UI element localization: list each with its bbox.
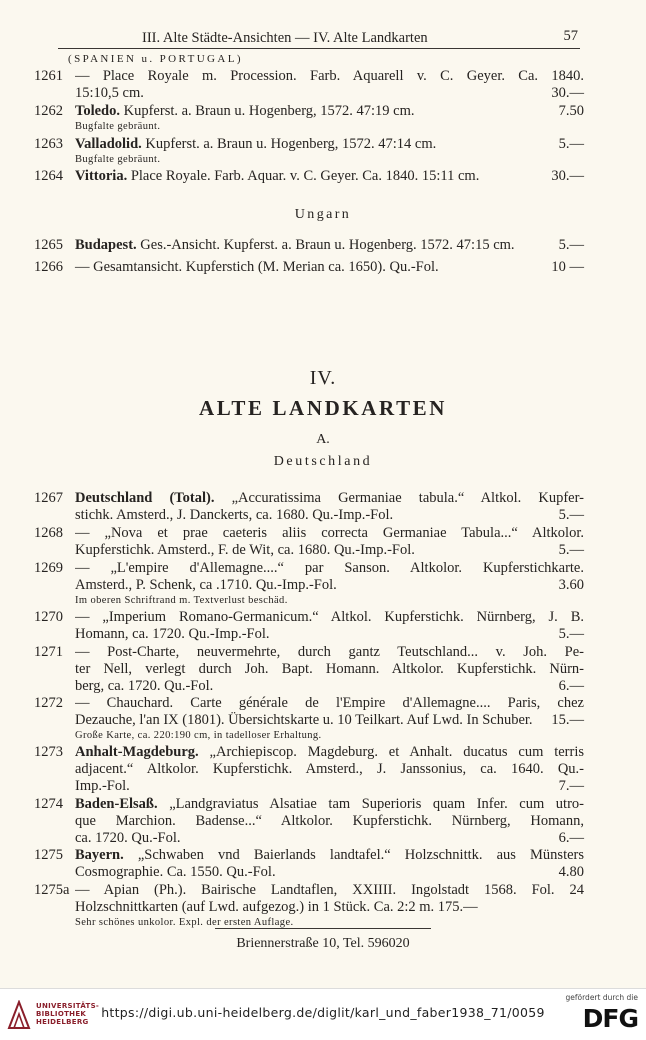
entry-note: Sehr schönes unkolor. Expl. der ersten Auflage. — [75, 917, 294, 928]
catalog-entry — [34, 490, 584, 524]
entry-line — [75, 168, 584, 185]
dfg-logo[interactable]: DFG — [582, 1004, 638, 1033]
entry-text: — Place Royale m. Procession. Farb. Aquarell v. C. Geyer. Ca. 1840. — [75, 68, 584, 84]
entry-text: 15:10,5 cm. — [75, 85, 144, 101]
entry-text: berg, ca. 1720. Qu.-Fol. — [75, 678, 214, 694]
entry-body — [75, 695, 584, 742]
entry-price: 30.— — [551, 85, 584, 101]
entry-line — [75, 560, 584, 577]
permalink-url[interactable]: https://digi.ub.uni-heidelberg.de/diglit/karl_und_faber1938_71/0059 — [101, 1005, 545, 1020]
entry-price: 10 — — [551, 259, 584, 275]
entry-text: stichk. Amsterd., J. Danckerts, ca. 1680. Qu.-Imp.-Fol. — [75, 507, 394, 523]
entry-text: Amsterd., P. Schenk, ca .1710. Qu.-Imp.-Fol. — [75, 577, 337, 593]
catalog-entry — [34, 796, 584, 847]
entry-price: 4.80 — [558, 864, 584, 880]
entry-line — [75, 68, 584, 85]
entry-line — [75, 847, 584, 864]
entry-number: 1271 — [34, 644, 63, 660]
entry-text: Kupferstichk. Amsterd., F. de Wit, ca. 1680. Qu.-Imp.-Fol. — [75, 542, 415, 558]
subheading-spain: (SPANIEN u. PORTUGAL) — [68, 53, 243, 65]
entry-text: — „Nova et prae caeteris aliis correcta Germaniae Tabula...“ Altkolor. — [75, 525, 584, 541]
entry-body — [75, 103, 584, 133]
entry-price: 3.60 — [558, 577, 584, 593]
entry-body — [75, 796, 584, 847]
entry-text: — Chauchard. Carte générale de l'Empire d'Allemagne.... Paris, chez — [75, 695, 584, 711]
entry-text: — „L'empire d'Allemagne....“ par Sanson. Altkolor. Kupferstichkarte. — [75, 560, 584, 576]
entry-note: Große Karte, ca. 220:190 cm, in tadelloser Erhaltung. — [75, 730, 322, 741]
running-header — [58, 30, 580, 49]
entry-title: Vittoria. — [75, 168, 128, 184]
section-number: IV. — [309, 367, 337, 389]
catalog-entry — [34, 609, 584, 643]
page-number: 57 — [563, 28, 578, 44]
entry-line — [75, 490, 584, 507]
entry-line — [75, 237, 584, 254]
entry-title: Anhalt-Magdeburg. — [75, 744, 199, 760]
entry-price: 5.— — [558, 507, 584, 523]
entry-text: Dezauche, l'an IX (1801). Übersichtskarte u. 10 Teilkart. Auf Lwd. In Schuber. — [75, 712, 533, 728]
entry-line — [75, 644, 584, 661]
entry-text: adjacent.“ Altkolor. Kupferstichk. Amsterd., J. Janssonius, ca. 1640. Qu.- — [75, 761, 584, 777]
entry-text: Homann, ca. 1720. Qu.-Imp.-Fol. — [75, 626, 270, 642]
entry-body — [75, 237, 584, 254]
entry-line — [75, 712, 584, 729]
viewer-bottom-bar — [0, 988, 646, 1040]
entry-body — [75, 882, 584, 929]
entry-line — [75, 525, 584, 542]
entry-number: 1275 — [34, 847, 63, 863]
entry-line — [75, 626, 584, 643]
entry-text: que Marchion. Badense...“ Altkolor. Kupferstichk. Nürnberg, Homann, — [75, 813, 584, 829]
entry-line — [75, 813, 584, 830]
entry-body — [75, 609, 584, 643]
entry-line — [75, 259, 584, 276]
entry-number: 1262 — [34, 103, 63, 119]
entry-line — [75, 830, 584, 847]
entry-number: 1269 — [34, 560, 63, 576]
entry-price: 6.— — [558, 678, 584, 694]
entry-text: „Schwaben vnd Baierlands landtafel.“ Holzschnittk. aus Münsters — [137, 847, 584, 863]
entry-price: 5.— — [558, 136, 584, 152]
entry-text: — „Imperium Romano-Germanicum.“ Altkol. Kupferstichk. Nürnberg, J. B. — [75, 609, 584, 625]
entry-text: „Accuratissima Germaniae tabula.“ Altkol. Kupfer- — [231, 490, 584, 506]
entry-price: 15.— — [551, 712, 584, 728]
entry-line — [75, 864, 584, 881]
entry-text: — Gesamtansicht. Kupferstich (M. Merian ca. 1650). Qu.-Fol. — [75, 259, 439, 275]
entry-line — [75, 661, 584, 678]
entry-text: — Post-Charte, neuvermehrte, durch gantz Teutschland... v. Joh. Pe- — [75, 644, 584, 660]
footer-address: Briennerstraße 10, Tel. 596020 — [236, 936, 410, 951]
entry-number: 1270 — [34, 609, 63, 625]
entry-line — [75, 577, 584, 594]
header-title: III. Alte Städte-Ansichten — IV. Alte Landkarten — [142, 30, 428, 46]
entry-price: 30.— — [551, 168, 584, 184]
catalog-entry — [34, 103, 584, 133]
entry-line — [75, 695, 584, 712]
section-letter: A. — [316, 432, 330, 447]
entry-number: 1274 — [34, 796, 63, 812]
entry-body — [75, 525, 584, 559]
entry-body — [75, 68, 584, 102]
entry-text: ca. 1720. Qu.-Fol. — [75, 830, 181, 846]
entry-body — [75, 644, 584, 695]
entry-text: Cosmographie. Ca. 1550. Qu.-Fol. — [75, 864, 276, 880]
entry-text: — Apian (Ph.). Bairische Landtaflen, XXIIII. Ingolstadt 1568. Fol. 24 — [75, 882, 584, 898]
entry-body — [75, 259, 584, 276]
entry-number: 1268 — [34, 525, 63, 541]
entry-number: 1265 — [34, 237, 63, 253]
entry-body — [75, 490, 584, 524]
entry-line — [75, 103, 584, 120]
catalog-entry — [34, 136, 584, 166]
entry-line — [75, 542, 584, 559]
entry-price: 6.— — [558, 830, 584, 846]
entry-body — [75, 847, 584, 881]
entry-title: Bayern. — [75, 847, 124, 863]
entry-number: 1272 — [34, 695, 63, 711]
footer-rule — [215, 928, 431, 929]
entry-number: 1263 — [34, 136, 63, 152]
entry-note: Bugfalte gebräunt. — [75, 154, 161, 165]
entry-text: „Archiepiscop. Magdeburg. et Anhalt. ducatus cum terris — [209, 744, 584, 760]
catalog-entry — [34, 560, 584, 607]
catalog-entry — [34, 525, 584, 559]
library-name: UNIVERSITÄTS- BIBLIOTHEK HEIDELBERG — [36, 1002, 100, 1026]
entry-body — [75, 560, 584, 607]
entry-note: Bugfalte gebräunt. — [75, 121, 161, 132]
entry-price: 5.— — [558, 626, 584, 642]
funded-label: gefördert durch die — [565, 993, 638, 1002]
catalog-entry — [34, 237, 584, 254]
entry-line — [75, 882, 584, 899]
entry-line — [75, 778, 584, 795]
entry-title: Valladolid. — [75, 136, 142, 152]
section-subtitle: Deutschland — [273, 454, 373, 469]
entry-line — [75, 796, 584, 813]
entry-body — [75, 744, 584, 795]
entry-number: 1264 — [34, 168, 63, 184]
entry-number: 1273 — [34, 744, 63, 760]
entry-body — [75, 136, 584, 166]
catalog-entry — [34, 695, 584, 742]
entry-line — [75, 744, 584, 761]
entry-text: Ges.-Ansicht. Kupferst. a. Braun u. Hogenberg. 1572. 47:15 cm. — [140, 237, 515, 253]
entry-text: ter Nell, verlegt durch Joh. Bapt. Homann. Altkolor. Kupferstichk. Nürn- — [75, 661, 584, 677]
entry-title: Baden-Elsaß. — [75, 796, 158, 812]
entry-text: Imp.-Fol. — [75, 778, 130, 794]
entry-text: „Landgraviatus Alsatiae tam Superioris quam Infer. cum utro- — [169, 796, 584, 812]
catalog-entry — [34, 744, 584, 795]
entry-number: 1275a — [34, 882, 70, 898]
entry-note: Im oberen Schriftrand m. Textverlust beschäd. — [75, 595, 288, 606]
catalog-entry — [34, 847, 584, 881]
entry-text: Kupferst. a. Braun u. Hogenberg, 1572. 47:14 cm. — [145, 136, 437, 152]
entry-line — [75, 761, 584, 778]
entry-line — [75, 678, 584, 695]
entry-title: Budapest. — [75, 237, 137, 253]
entry-line — [75, 609, 584, 626]
heading-ungarn: Ungarn — [294, 207, 352, 222]
entry-text: Kupferst. a. Braun u. Hogenberg, 1572. 47:19 cm. — [123, 103, 415, 119]
entry-number: 1267 — [34, 490, 63, 506]
section-title: ALTE LANDKARTEN — [198, 396, 448, 420]
entry-price: 7.50 — [558, 103, 584, 119]
catalog-entry — [34, 68, 584, 102]
entry-price: 5.— — [558, 237, 584, 253]
entry-body — [75, 168, 584, 185]
entry-number: 1261 — [34, 68, 63, 84]
entry-line — [75, 899, 584, 916]
entry-line — [75, 85, 584, 102]
entry-title: Toledo. — [75, 103, 120, 119]
catalog-entry — [34, 168, 584, 185]
catalog-entry — [34, 259, 584, 276]
entry-text: Place Royale. Farb. Aquar. v. C. Geyer. Ca. 1840. 15:11 cm. — [130, 168, 480, 184]
catalog-entry — [34, 882, 584, 929]
catalog-entry — [34, 644, 584, 695]
entry-text: Holzschnittkarten (auf Lwd. aufgezog.) in 1 Stück. Ca. 2:2 m. 175.— — [75, 899, 478, 915]
entry-line — [75, 136, 584, 153]
entry-price: 7.— — [558, 778, 584, 794]
entry-line — [75, 507, 584, 524]
entry-number: 1266 — [34, 259, 63, 275]
entry-title: Deutschland (Total). — [75, 490, 215, 506]
entry-price: 5.— — [558, 542, 584, 558]
